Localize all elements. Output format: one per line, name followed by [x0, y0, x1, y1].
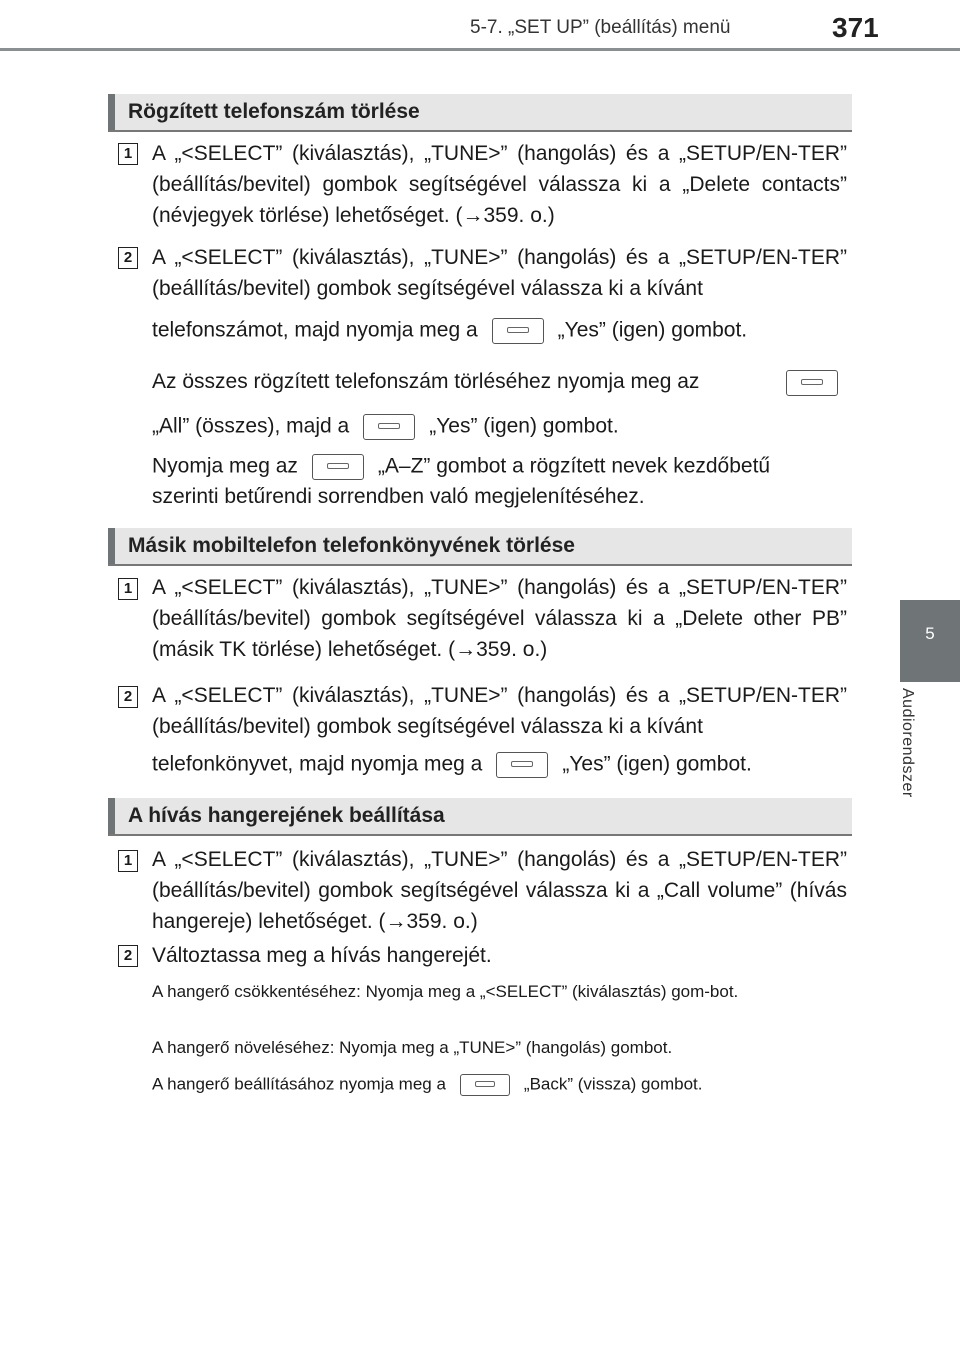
step-number: 1	[118, 578, 138, 600]
all-button[interactable]	[786, 370, 838, 396]
section-title: Másik mobiltelefon telefonkönyvének törlése	[128, 534, 575, 557]
step-number: 1	[118, 143, 138, 165]
back-button[interactable]	[460, 1074, 510, 1096]
step-number: 2	[118, 945, 138, 967]
chapter-label: Audiorendszer	[899, 688, 916, 798]
section-bar	[108, 94, 115, 130]
step-text: A „<SELECT” (kiválasztás), „TUNE>” (hangolás) és a „SETUP/EN-TER” (beállítás/bevitel) gombok segítségével válassza ki a kívánt	[152, 246, 847, 300]
step-number: 2	[118, 247, 138, 269]
step-line: telefonkönyvet, majd nyomja meg a „Yes” (igen) gombot.	[152, 752, 752, 778]
step-line: „All” (összes), majd a „Yes” (igen) gombot.	[152, 414, 619, 440]
note-text: A hangerő csökkentéséhez: Nyomja meg a „<SELECT” (kiválasztás) gom-bot.	[152, 982, 739, 1001]
yes-button[interactable]	[496, 752, 548, 778]
section-heading	[108, 798, 852, 836]
step-line: Nyomja meg az „A–Z” gombot a rögzített nevek kezdőbetű	[152, 454, 770, 480]
step-line: Az összes rögzített telefonszám törléséhez nyomja meg az	[152, 370, 700, 393]
note-line: A hangerő beállításához nyomja meg a „Back” (vissza) gombot.	[152, 1074, 702, 1096]
step-number: 2	[118, 686, 138, 708]
step-text: A „<SELECT” (kiválasztás), „TUNE>” (hangolás) és a „SETUP/EN-TER” (beállítás/bevitel) gombok segítségével válassza ki a kívánt	[152, 684, 847, 738]
step-number: 1	[118, 850, 138, 872]
step-line: telefonszámot, majd nyomja meg a „Yes” (igen) gombot.	[152, 318, 747, 344]
section-bar	[108, 528, 115, 564]
yes-button[interactable]	[492, 318, 544, 344]
yes-button[interactable]	[363, 414, 415, 440]
header-rule	[0, 48, 960, 51]
chapter-header: 5-7. „SET UP” (beállítás) menü	[470, 17, 731, 38]
page-number: 371	[832, 12, 879, 43]
a-z-button[interactable]	[312, 454, 364, 480]
section-heading	[108, 528, 852, 566]
section-heading	[108, 94, 852, 132]
step-text: A „<SELECT” (kiválasztás), „TUNE>” (hangolás) és a „SETUP/EN-TER” (beállítás/bevitel) gombok segítségével válassza ki a „Delete other PB” (másik TK törlése) lehetőséget. (→359. o.)	[152, 576, 847, 661]
note-text: A hangerő növeléséhez: Nyomja meg a „TUNE>” (hangolás) gombot.	[152, 1038, 673, 1057]
step-line: szerinti betűrendi sorrendben való megjelenítéséhez.	[152, 485, 645, 508]
section-title: A hívás hangerejének beállítása	[128, 804, 445, 827]
section-bar	[108, 798, 115, 834]
step-text: A „<SELECT” (kiválasztás), „TUNE>” (hangolás) és a „SETUP/EN-TER” (beállítás/bevitel) gombok segítségével válassza ki a „Call volume” (hívás hangereje) lehetőséget. (→359. o.)	[152, 848, 847, 933]
section-title: Rögzített telefonszám törlése	[128, 100, 420, 123]
step-text: Változtassa meg a hívás hangerejét.	[152, 944, 492, 967]
chapter-tab[interactable]: 5	[900, 600, 960, 682]
step-text: A „<SELECT” (kiválasztás), „TUNE>” (hangolás) és a „SETUP/EN-TER” (beállítás/bevitel) gombok segítségével válassza ki a „Delete contacts” (névjegyek törlése) lehetőséget. (→359. o.)	[152, 142, 847, 227]
